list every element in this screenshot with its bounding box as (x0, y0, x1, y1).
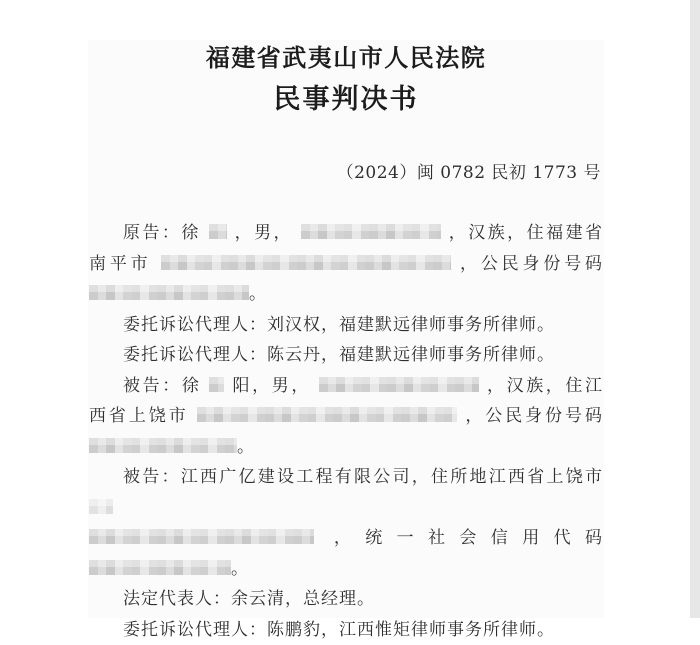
text-run: 委托诉讼代理人：陈鹏豹，江西惟矩律师事务所律师。 (123, 620, 555, 640)
text-run: 法定代表人：余云清，总经理。 (123, 589, 375, 609)
redacted-text (197, 407, 457, 422)
text-run: 南平市 (89, 254, 152, 274)
redacted-text (89, 499, 113, 514)
text-run: ，汉族，住福建省 (449, 223, 603, 243)
text-run: 被告：江西广亿建设工程有限公司，住所地江西省上饶市 (123, 467, 603, 487)
plaintiff-agent-2 (89, 340, 603, 371)
text-run: ，统一社会信用代码 (334, 528, 603, 548)
text-run: ，公民身份号码 (465, 406, 603, 426)
text-run: 。 (231, 559, 249, 579)
text-run: 阳，男， (232, 376, 310, 396)
plaintiff-line-3 (89, 279, 603, 310)
text-run: 原告：徐 (123, 223, 201, 243)
plaintiff-line-2 (89, 249, 603, 280)
redacted-text (89, 438, 237, 453)
redacted-text (89, 529, 314, 544)
scrollbar-track[interactable] (690, 0, 700, 618)
redacted-text (209, 377, 224, 392)
defendant2-line-1 (89, 462, 603, 523)
plaintiff-line-1 (89, 218, 603, 249)
case-number: （2024）闽 0782 民初 1773 号 (89, 158, 603, 188)
defendant2-line-3 (89, 554, 603, 585)
text-run: 委托诉讼代理人：陈云丹，福建默远律师事务所律师。 (123, 345, 555, 365)
text-run: ，汉族，住江 (487, 376, 603, 396)
document-body (89, 218, 603, 645)
plaintiff-agent-1 (89, 310, 603, 341)
document-title: 民事判决书 (89, 80, 603, 120)
text-run: 。 (237, 437, 255, 457)
redacted-text (301, 224, 441, 239)
redacted-text (89, 560, 231, 575)
text-run: ，公民身份号码 (460, 254, 603, 274)
text-run: 。 (249, 284, 267, 304)
redacted-text (319, 377, 479, 392)
defendant1-line-1 (89, 371, 603, 402)
judgment-page (88, 40, 604, 618)
redacted-text (89, 285, 249, 300)
defendant-agent-line (89, 615, 603, 645)
text-run: 被告：徐 (123, 376, 201, 396)
text-run: 西省上饶市 (89, 406, 189, 426)
text-run: ，男， (235, 223, 293, 243)
redacted-text (209, 224, 227, 239)
defendant1-line-2 (89, 401, 603, 432)
court-name: 福建省武夷山市人民法院 (89, 42, 603, 74)
text-run: 委托诉讼代理人：刘汉权，福建默远律师事务所律师。 (123, 315, 555, 335)
redacted-text (161, 255, 451, 270)
legal-representative-line (89, 584, 603, 615)
defendant2-line-2 (89, 523, 603, 554)
defendant1-line-3 (89, 432, 603, 463)
